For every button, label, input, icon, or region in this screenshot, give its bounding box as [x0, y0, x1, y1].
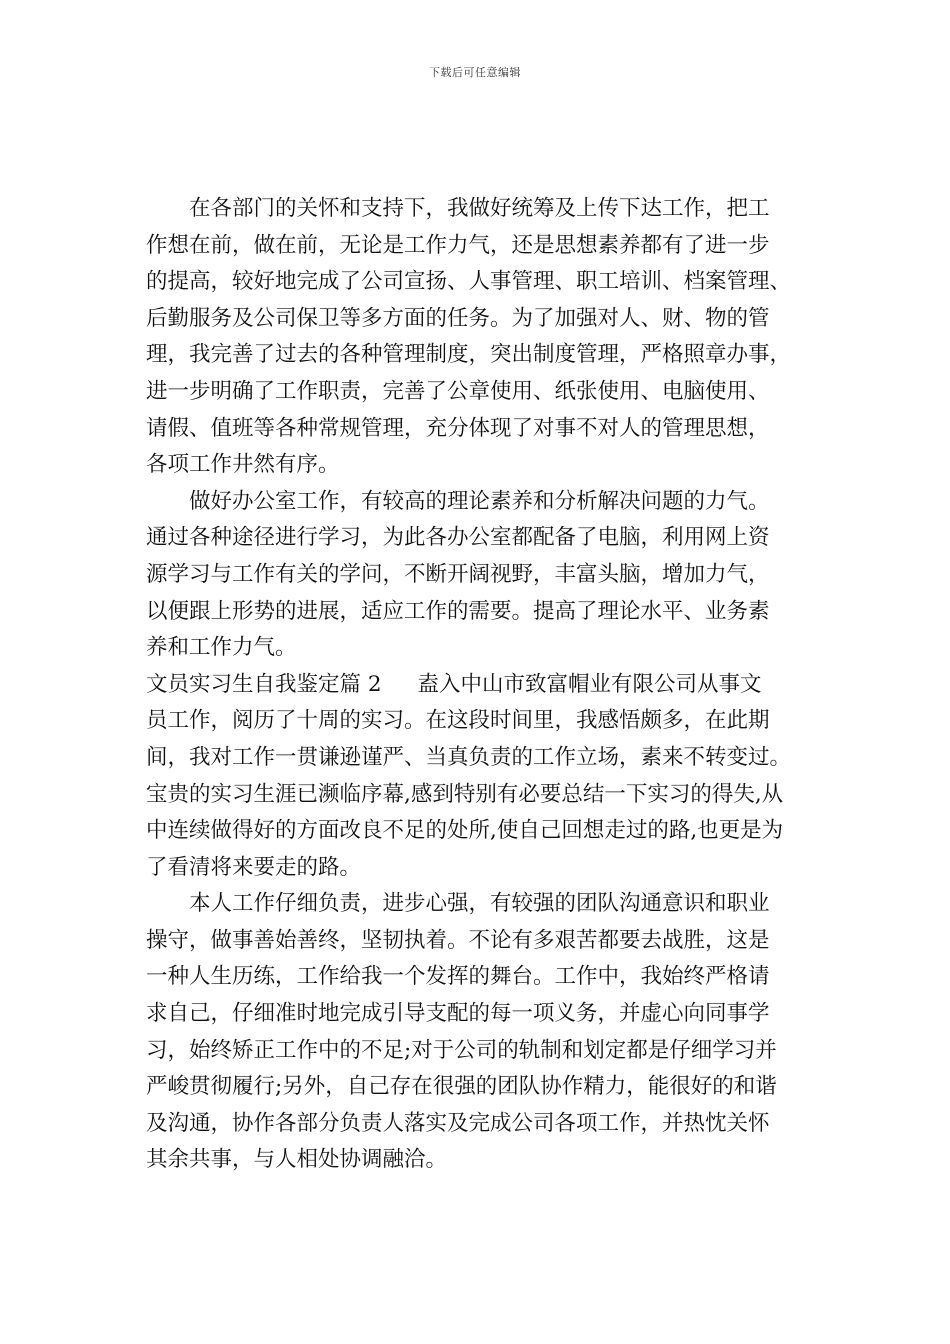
- text-line: 后勤服务及公司保卫等多方面的任务。为了加强对人、财、物的管: [146, 305, 770, 331]
- text-line: 以便跟上形势的进展，适应工作的需要。提高了理论水平、业务素: [146, 598, 770, 624]
- text-line: 源学习与工作有关的学问，不断开阔视野，丰富头脑，增加力气，: [146, 561, 770, 587]
- text-line: 及沟通，协作各部分负责人落实及完成公司各项工作，并热忱关怀: [146, 1110, 770, 1136]
- paragraph-1: [146, 191, 826, 484]
- text-line: 员工作，阅历了十周的实习。在这段时间里，我感悟颇多，在此期: [146, 708, 770, 734]
- text-line: 其余共事，与人相处协调融洽。: [146, 1147, 448, 1173]
- section-title: 文员实习生自我鉴定篇 2: [146, 671, 382, 697]
- document-body: [146, 191, 826, 1179]
- text-line: 进一步明确了工作职责，完善了公章使用、纸张使用、电脑使用、: [146, 378, 770, 404]
- text-line: 一种人生历练，工作给我一个发挥的舞台。工作中，我始终严格请: [146, 964, 770, 990]
- text-line: 习，始终矫正工作中的不足;对于公司的轨制和划定都是仔细学习并: [146, 1037, 777, 1063]
- text-line: 通过各种途径进行学习，为此各办公室都配备了电脑，利用网上资: [146, 525, 770, 551]
- text-line: 严峻贯彻履行;另外，自己存在很强的团队协作精力，能很好的和谐: [146, 1074, 777, 1100]
- text-line: 了看清将来要走的路。: [146, 854, 362, 880]
- page-header: 下载后可任意编辑: [429, 66, 521, 79]
- text-line: 间，我对工作一贯谦逊谨严、当真负责的工作立场，素来不转变过。: [146, 744, 792, 770]
- text-line: [146, 667, 826, 704]
- text-line: 本人工作仔细负责，进步心强，有较强的团队沟通意识和职业: [189, 891, 770, 917]
- text-line: 操守，做事善始善终，坚韧执着。不论有多艰苦都要去战胜，这是: [146, 927, 770, 953]
- text-line: 理，我完善了过去的各种管理制度，突出制度管理，严格照章办事，: [146, 342, 792, 368]
- text-line: 各项工作井然有序。: [146, 452, 340, 478]
- paragraph-4: [146, 886, 826, 1179]
- text-line: 宝贵的实习生涯已濒临序幕,感到特别有必要总结一下实习的得失,从: [146, 781, 784, 807]
- text-line: 中连续做得好的方面改良不足的处所,使自己回想走过的路,也更是为: [146, 818, 784, 844]
- paragraph-2: [146, 484, 826, 667]
- paragraph-3: [146, 667, 826, 887]
- text-line: 在各部门的关怀和支持下，我做好统筹及上传下达工作，把工: [189, 196, 770, 221]
- text-line: 做好办公室工作，有较高的理论素养和分析解决问题的力气。: [189, 488, 770, 514]
- paragraph-3-opening: 盍入中山市致富帽业有限公司从事文: [417, 671, 762, 697]
- text-line: 作想在前，做在前，无论是工作力气，还是思想素养都有了进一步: [146, 232, 770, 258]
- text-line: 请假、值班等各种常规管理，充分体现了对事不对人的管理思想，: [146, 415, 770, 441]
- text-line: 求自己，仔细准时地完成引导支配的每一项义务，并虚心向同事学: [146, 1001, 770, 1027]
- text-line: 的提高，较好地完成了公司宣扬、人事管理、职工培训、档案管理、: [146, 269, 792, 295]
- text-line: 养和工作力气。: [146, 635, 297, 661]
